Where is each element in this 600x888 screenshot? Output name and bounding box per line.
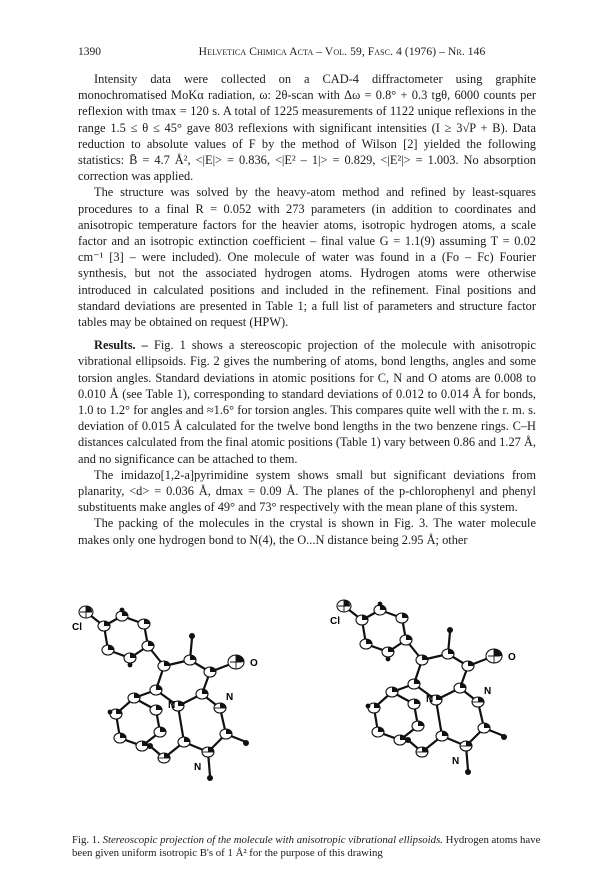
caption-text: Hydrogen atoms have been given uniform isotropic B's of 1 Å² for the purpose of this drawing <box>72 834 541 860</box>
stereo-figure <box>60 586 540 808</box>
caption-title: Stereoscopic projection of the molecule with anisotropic vibrational ellipsoids. <box>102 834 443 846</box>
atom-label-o-right: O <box>508 652 516 663</box>
atom-label-cl-right: Cl <box>330 616 340 627</box>
figure-caption <box>72 834 542 861</box>
atom-label-n3-right: N <box>452 756 460 767</box>
paragraph-intensity-data: Intensity data were collected on a CAD-4 diffractometer using graphite monochromatised MoKα radiation, ω: 2θ-scan with Δω = 0.8° + 0.3 tgθ, 6000 counts per reflexion with tmax = 120 s. A total of 1225 measurements of 1122 unique reflexions in the range 1.5 ≤ θ ≤ 45° gave 803 reflexions with significant intensities (I ≥ 3√P + B). Data reduction to absolute values of F by the method of Wilson [2] yielded the following statistics: B̄ = 4.7 Å², <|E|> = 0.836, <|E² – 1|> = 0.829, <|E²|> = 1.003. No absorption correction was applied. <box>78 72 536 184</box>
atom-label-n1-right: N <box>484 686 492 697</box>
atom-label-n2-left: N <box>168 700 176 711</box>
paragraph-imidazo: The imidazo[1,2-a]pyrimidine system shows small but significant deviations from planarity, <d> = 0.036 Å, dmax = 0.09 Å. The planes of the p-chlorophenyl and phenyl substituents make angles of 49° and 73° respectively with the mean plane of this system. <box>78 467 536 515</box>
paragraph-structure-solution: The structure was solved by the heavy-atom method and refined by least-squares procedures to a final R = 0.052 with 273 parameters (in addition to coordinates and anisotropic temperature factors for the heavier atoms, isotropic hydrogen atoms, a scale factor and an isotropic extinction coefficient – final value G = 1.1(9) assuming T = 0.02 cm⁻¹ [3] – were included). One molecule of water was found in a (Fo – Fc) Fourier synthesis, but not the associated hydrogen atoms. Hydrogen atoms were otherwise introduced in calculated positions and included in the refinement. Final positions and standard deviations are presented in Table 1; a full list of parameters and structure factor tables may be obtained on request (HPW). <box>78 185 536 330</box>
journal-line: Helvetica Chimica Acta – Vol. 59, Fasc. 4 (1976) – Nr. 146 <box>198 46 486 58</box>
body-text <box>78 71 536 548</box>
caption-label: Fig. 1. <box>72 834 100 846</box>
stereo-projection-drawing <box>60 586 540 808</box>
atom-label-cl-left: Cl <box>72 622 82 633</box>
atom-label-o-left: O <box>250 658 258 669</box>
atom-label-n3-left: N <box>194 762 202 773</box>
paragraph-results <box>78 337 536 467</box>
stereo-view-left <box>72 606 258 781</box>
stereo-view-right <box>330 600 516 775</box>
atom-label-n1-left: N <box>226 692 234 703</box>
page-number: 1390 <box>78 46 101 58</box>
results-heading: Results. – <box>94 338 148 353</box>
atom-label-n2-right: N <box>426 694 434 705</box>
paragraph-packing: The packing of the molecules in the crystal is shown in Fig. 3. The water molecule makes only one hydrogen bond to N(4), the O...N distance being 2.95 Å; other <box>78 516 536 547</box>
running-header <box>78 46 536 62</box>
results-text: Fig. 1 shows a stereoscopic projection of the molecule with anisotropic vibrational ellipsoids. Fig. 2 gives the numbering of atoms, bond lengths, angles and some torsion angles. Standard deviations in atomic positions for C, N and O atoms are 0.008 to 0.010 Å (see Table 1), corresponding to standard deviations of 0.012 to 0.014 Å for bonds, 1.0 to 1.2° for angles and ≈1.6° for torsion angles. This compares quite well with the r. m. s. deviation of 0.015 Å calculated for the twelve bond lengths in the two benzene rings. C–H distances calculated from the final atomic positions (Table 1) vary between 0.86 and 1.27 Å, and no significance can be attached to them. <box>78 338 536 466</box>
